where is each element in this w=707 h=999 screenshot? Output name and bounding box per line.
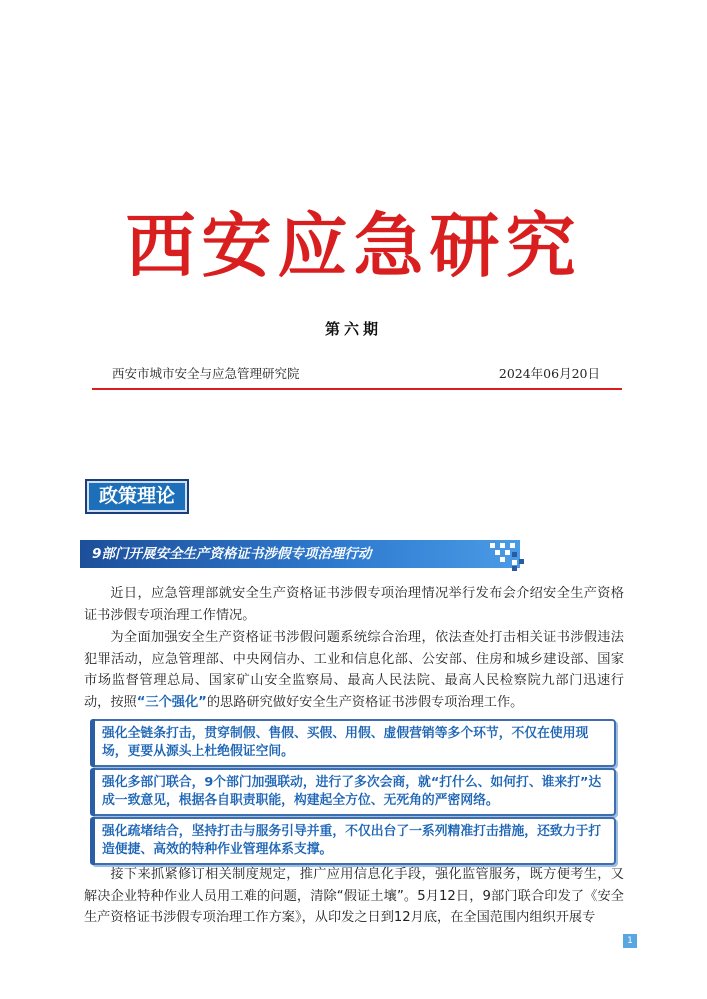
callout-box-1 [90,719,616,767]
article-paragraph-2 [84,627,624,713]
article-title-banner [80,540,520,568]
callout-text-2: 强化多部门联合，9个部门加强联动，进行了多次会商，就“打什么、如何打、谁来打”达成一致意见，根据各自职责职能，构建起全方位、无死角的严密网络。 [102,775,602,808]
callout-box-2 [90,768,616,816]
masthead-divider [92,388,622,390]
page-number: 1 [623,934,637,948]
three-strengthen-highlight: “三个强化” [136,694,207,710]
masthead-title: 西安应急研究 [125,204,582,287]
callout-text-3: 强化疏堵结合，坚持打击与服务引导并重，不仅出台了一系列精准打击措施，还致力于打造便捷、高效的特种作业管理体系支撑。 [102,824,602,857]
publish-date: 2024年06月20日 [498,366,600,381]
issue-number: 第六期 [324,320,382,338]
publisher-organization: 西安市城市安全与应急管理研究院 [112,366,300,381]
section-tag: 政策理论 [85,479,189,514]
paragraph-2-text: 为全面加强安全生产资格证书涉假问题系统综合治理，依法查处打击相关证书涉假违法犯罪活动，应急管理部、中央网信办、工业和信息化部、公安部、住房和城乡建设部、国家市场监督管理总局、国家矿山安全监察局、最高人民法院、最高人民检察院九部门迅速行动，按照 [84,630,624,710]
callout-text-1: 强化全链条打击，贯穿制假、售假、买假、用假、虚假营销等多个环节，不仅在使用现场，更要从源头上杜绝假证空间。 [102,726,589,759]
article-paragraph-1: 近日，应急管理部就安全生产资格证书涉假专项治理情况举行发布会介绍安全生产资格证书涉假专项治理工作情况。 [84,586,624,623]
paragraph-2-end: 的思路研究做好安全生产资格证书涉假专项治理工作。 [206,694,524,710]
callout-box-3 [90,817,616,865]
article-title: 9部门开展安全生产资格证书涉假专项治理行动 [92,546,372,562]
article-paragraph-3: 接下来抓紧修订相关制度规定，推广应用信息化手段，强化监管服务，既方便考生，又解决企业特种作业人员用工难的问题，清除“假证土壤”。5月12日，9部门联合印发了《安全生产资格证书涉假专项治理工作方案》，从印发之日到12月底，在全国范围内组织开展专 [84,867,624,925]
